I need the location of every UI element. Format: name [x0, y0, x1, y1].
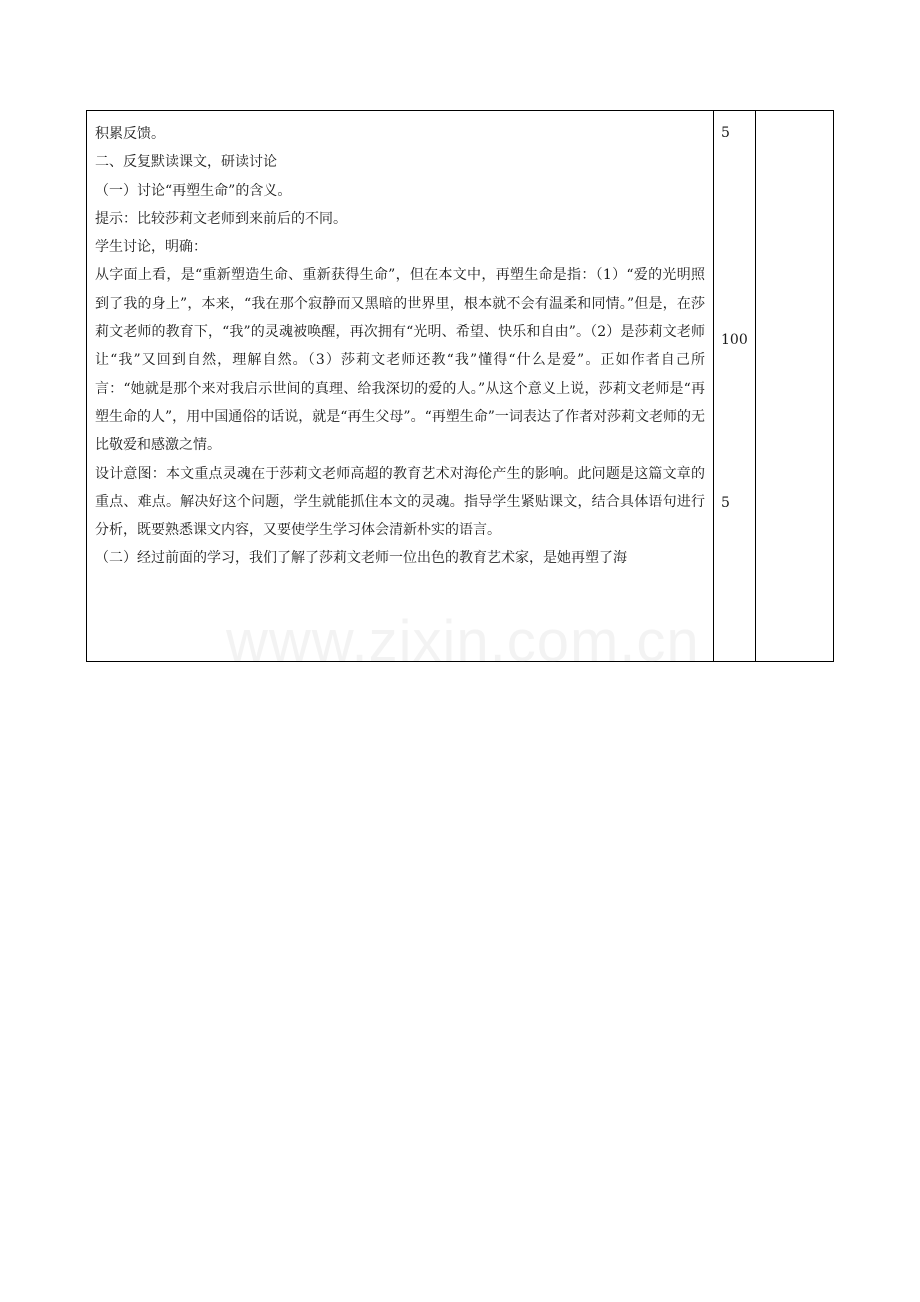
- subsection-heading-meaning: （一）讨论“再塑生命”的含义。: [95, 182, 292, 199]
- time-value: 100: [721, 332, 748, 348]
- lesson-plan-table: [86, 110, 834, 662]
- watermark: www.zixin.com.cn: [226, 609, 700, 674]
- content-cell: [87, 111, 714, 661]
- notes-cell: [756, 111, 833, 661]
- paragraph-hint: 提示：比较莎莉文老师到来前后的不同。: [95, 210, 347, 227]
- time-value: 5: [721, 125, 730, 141]
- subsection-heading-next: （二）经过前面的学习，我们了解了莎莉文老师一位出色的教育艺术家，是她再塑了海: [95, 550, 627, 567]
- time-cell: [714, 111, 756, 661]
- paragraph-design-intent: 设计意图：本文重点灵魂在于莎莉文老师高超的教育艺术对海伦产生的影响。此问题是这篇文章的重点、难点。解决好这个问题，学生就能抓住本文的灵魂。指导学生紧贴课文，结合具体语句进行分析，既要熟悉课文内容，又要使学生学习体会清新朴实的语言。: [95, 465, 705, 539]
- paragraph-discussion: 学生讨论，明确：: [95, 239, 207, 256]
- paragraph-feedback: 积累反馈。: [95, 126, 165, 142]
- section-heading-reading: 二、反复默读课文，研读讨论: [95, 154, 277, 171]
- paragraph-explanation: 从字面上看，是“重新塑造生命、重新获得生命”，但在本文中，再塑生命是指：（1）“爱的光明照到了我的身上”，本来，“我在那个寂静而又黑暗的世界里，根本就不会有温柔和同情。”但是，在莎莉文老师的教育下，“我”的灵魂被唤醒，再次拥有“光明、希望、快乐和自由”。（2）是莎莉文老师让“我”又回到自然，理解自然。（3）莎莉文老师还教“我”懂得“什么是爱”。正如作者自己所言：“她就是那个来对我启示世间的真理、给我深切的爱的人。”从这个意义上说，莎莉文老师是“再塑生命的人”，用中国通俗的话说，就是“再生父母”。“再塑生命”一词表达了作者对莎莉文老师的无比敬爱和感激之情。: [95, 267, 705, 454]
- time-value: 5: [721, 495, 730, 511]
